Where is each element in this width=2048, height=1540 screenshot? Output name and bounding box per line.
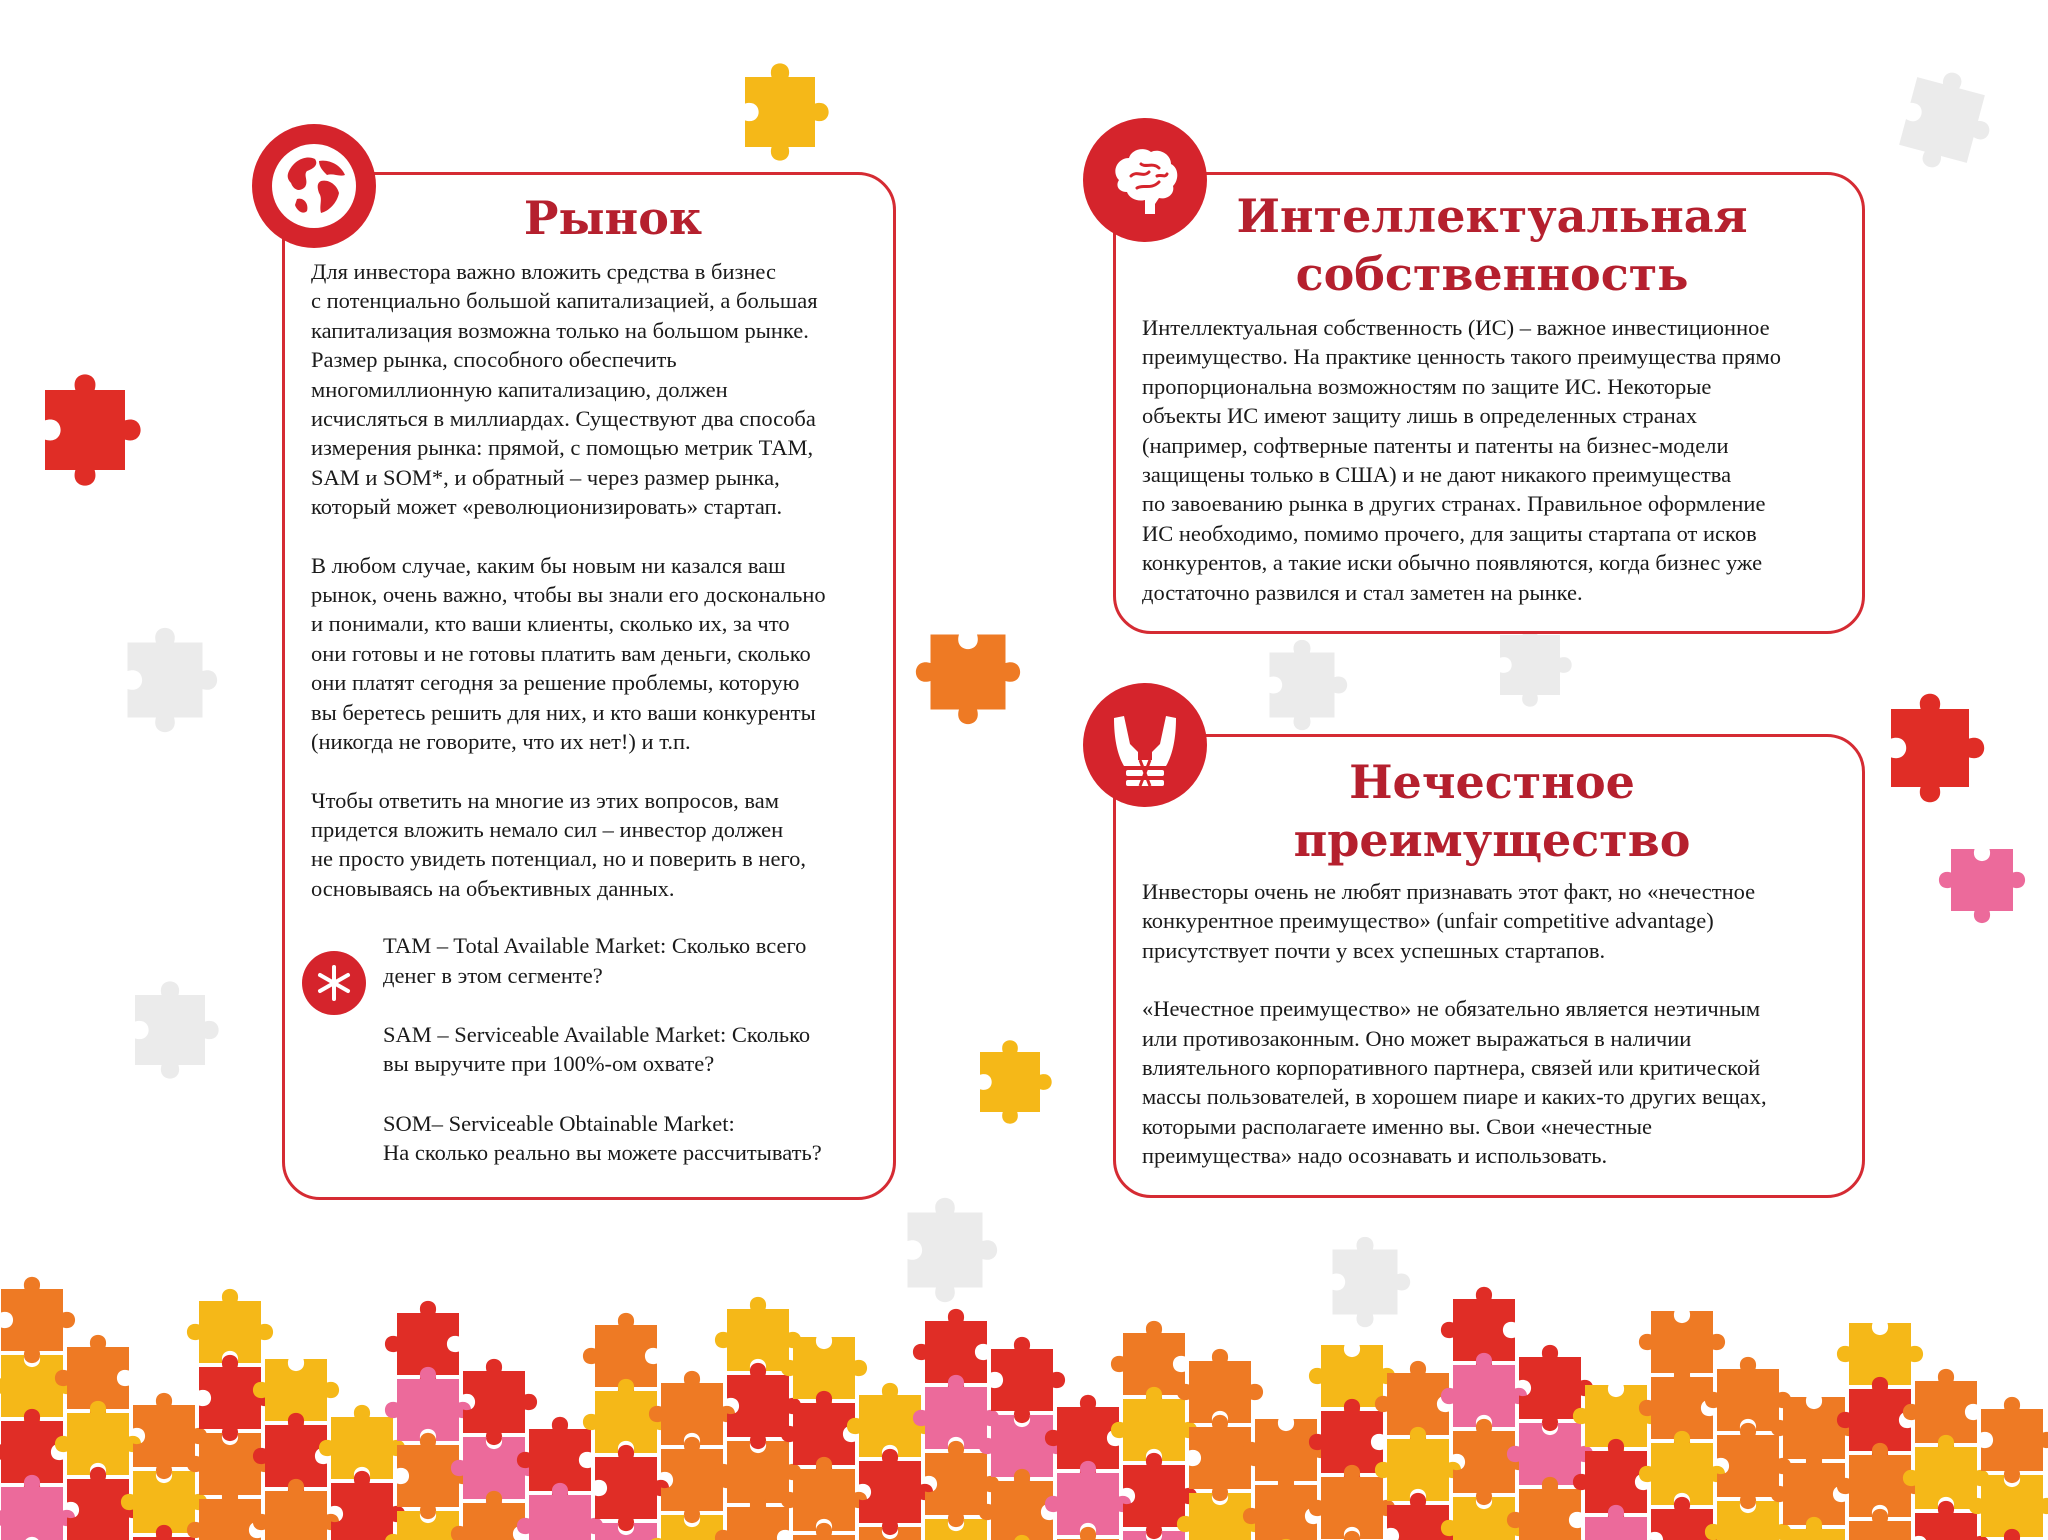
puzzle-piece-icon xyxy=(0,1475,75,1540)
puzzle-piece-icon xyxy=(1,1277,75,1363)
puzzle-piece-icon xyxy=(517,1483,603,1540)
unfair-paragraph-1: Инвесторы очень не любят признавать этот факт, но «нечестное конкурентное преимущество» (unfair competitive advantage) присутствует почти у всех успешных стартапов. xyxy=(1142,879,1756,963)
definition-som: SOM– Serviceable Obtainable Market: На сколько реально вы можете рассчитывать? xyxy=(383,1110,822,1166)
puzzle-piece-icon xyxy=(331,1471,405,1540)
puzzle-piece-icon xyxy=(980,1040,1052,1123)
puzzle-piece-icon xyxy=(595,1445,669,1531)
ip-title: Интеллектуальная собственность xyxy=(1236,189,1748,301)
tied-hands-icon xyxy=(1083,683,1207,807)
puzzle-piece-icon xyxy=(45,374,141,485)
puzzle-piece-icon xyxy=(649,1371,735,1445)
puzzle-piece-icon xyxy=(1177,1349,1263,1423)
puzzle-piece-icon xyxy=(1270,640,1348,730)
unfair-title: Нечестное преимущество xyxy=(1293,755,1691,867)
puzzle-piece-icon xyxy=(1981,1397,2048,1483)
puzzle-piece-icon xyxy=(916,635,1020,725)
puzzle-piece-icon xyxy=(859,1449,933,1535)
puzzle-piece-icon xyxy=(128,628,218,732)
puzzle-piece-icon xyxy=(253,1479,339,1540)
bottom-puzzle-border xyxy=(0,1277,2048,1540)
definition-tam: TAM – Total Available Market: Сколько всего денег в этом сегменте? xyxy=(383,933,807,988)
puzzle-piece-icon xyxy=(135,981,219,1078)
puzzle-piece-icon xyxy=(187,1289,273,1363)
market-paragraph-3: Чтобы ответить на многие из этих вопросов, вам придется вложить немало сил – инвестор должен не просто увидеть потенциал, но и поверить в него, основываясь на объективных данных. xyxy=(311,787,806,901)
market-card xyxy=(282,172,896,1200)
market-title: Рынок xyxy=(523,191,703,245)
brain-icon xyxy=(1083,118,1207,242)
puzzle-piece-icon xyxy=(1939,849,2025,923)
unfair-advantage-card xyxy=(1113,734,1865,1198)
unfair-paragraph-2: «Нечестное преимущество» не обязательно является неэтичным или противозаконным. Оно может выражаться в наличии влиятельного корпоративного партнера, связей или критической массы пользователей, в хорошем пиаре и каких-то других вещах, которыми располагаете именно вы. Свои «нечестные преимущества» надо осознавать и использовать. xyxy=(1142,996,1767,1169)
puzzle-piece-icon xyxy=(1333,1237,1411,1327)
puzzle-piece-icon xyxy=(55,1401,141,1475)
asterisk-icon xyxy=(302,951,366,1015)
market-definitions xyxy=(311,931,885,1167)
puzzle-piece-icon xyxy=(715,1297,801,1371)
puzzle-piece-icon xyxy=(745,63,829,160)
puzzle-piece-icon xyxy=(1375,1427,1461,1501)
definition-sam: SAM – Serviceable Available Market: Сколько вы выручите при 100%-ом охвате? xyxy=(383,1021,811,1077)
intellectual-property-card xyxy=(1113,172,1865,634)
puzzle-piece-icon xyxy=(1441,1353,1527,1427)
puzzle-piece-icon xyxy=(1891,694,1984,802)
puzzle-piece-icon xyxy=(1705,1357,1791,1431)
puzzle-piece-icon xyxy=(1045,1461,1131,1535)
puzzle-piece-icon xyxy=(385,1367,471,1441)
puzzle-piece-icon xyxy=(913,1375,999,1449)
market-paragraph-2: В любом случае, каким бы новым ни казался ваш рынок, очень важно, чтобы вы знали его досконально и понимали, кто ваши клиенты, сколько их, за что они готовы и не готовы платить вам деньги, сколько они платят сегодня за решение проблемы, которую вы беретесь решить для них, и кто ваши конкуренты (никогда не говорите, что их нет!) и т.п. xyxy=(311,552,826,755)
market-paragraph-1: Для инвестора важно вложить средства в бизнес с потенциально большой капитализацией, а большая капитализация возможна только на большом рынке. Размер рынка, способного обеспечить многомиллионную капитализацию, должен исчисляться в миллиардах. Существуют два способа измерения рынка: прямой, с помощью метрик ТАМ, SAM и SOM*, и обратный – через размер рынка, который может «революционизировать» стартап. xyxy=(311,259,818,520)
puzzle-piece-icon xyxy=(1639,1431,1725,1505)
puzzle-piece-icon xyxy=(908,1198,998,1302)
puzzle-piece-icon xyxy=(1903,1435,1989,1509)
puzzle-piece-icon xyxy=(1500,623,1572,706)
puzzle-piece-icon xyxy=(1896,64,2002,180)
globe-icon xyxy=(252,124,376,248)
puzzle-piece-icon xyxy=(463,1359,537,1445)
puzzle-piece-icon xyxy=(991,1337,1065,1423)
ip-paragraph: Интеллектуальная собственность (ИС) – важное инвестиционное преимущество. На практике ценность такого преимущества прямо пропорциональна возможностям по защите ИС. Некоторые объекты ИС имеют защиту лишь в определенных странах (например, софтверные патенты и патенты на бизнес-модели защищены только в США) и не дают никакого преимущества по завоеванию рынка в других странах. Правильное оформление ИС необходимо, помимо прочего, для защиты стартапа от исков конкурентов, а такие иски обычно появляются, когда бизнес уже достаточно развился и стал заметен на рынке. xyxy=(1142,315,1781,605)
